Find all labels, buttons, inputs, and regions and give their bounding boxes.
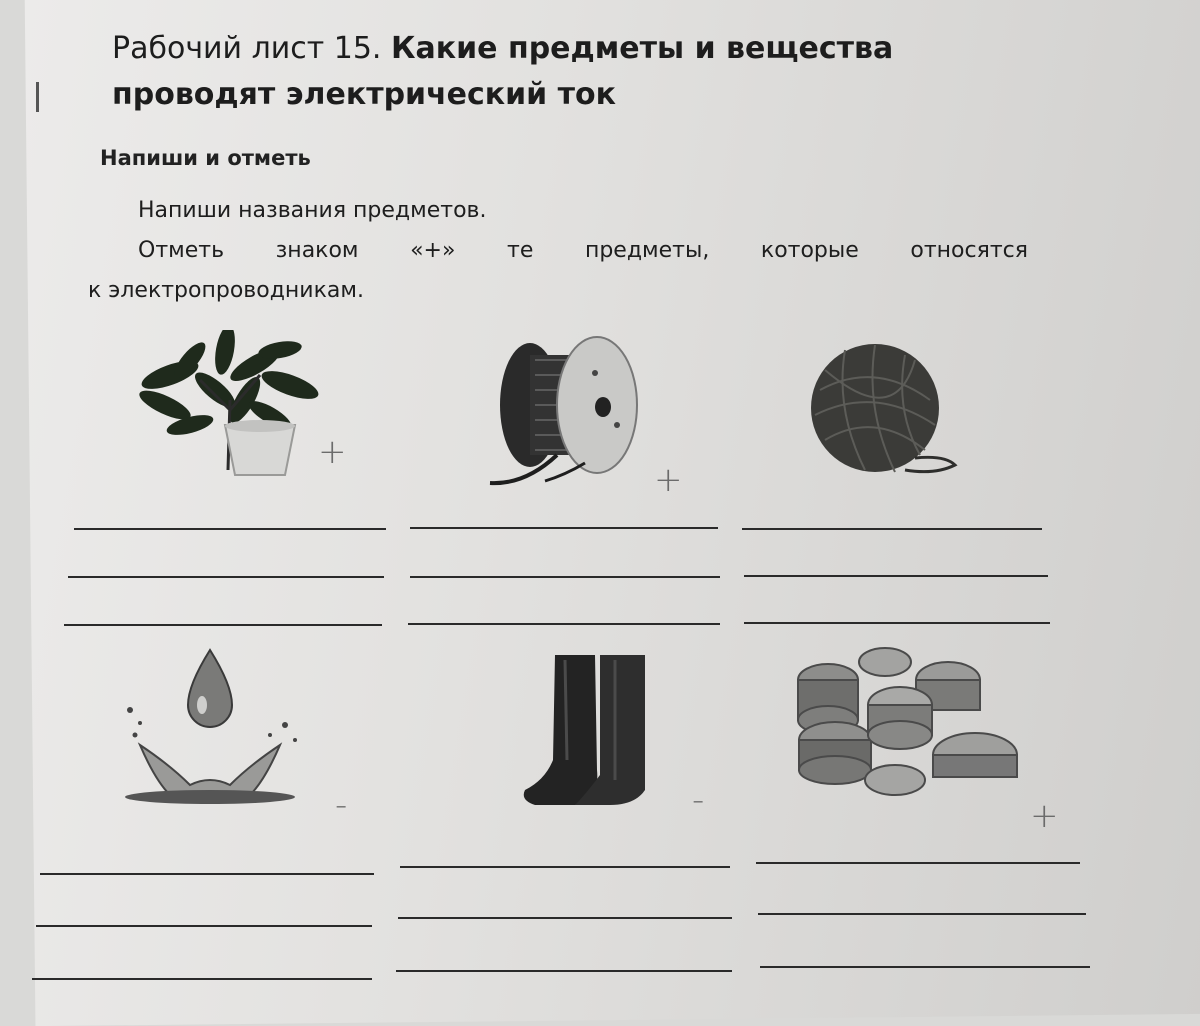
- answer-line[interactable]: [74, 528, 386, 530]
- plant-mark: +: [318, 432, 347, 472]
- coins-mark: +: [1030, 796, 1059, 836]
- answer-line[interactable]: [398, 917, 732, 919]
- answer-line[interactable]: [758, 913, 1086, 915]
- answer-line[interactable]: [64, 624, 382, 626]
- answer-line[interactable]: [410, 576, 720, 578]
- answer-line[interactable]: [68, 576, 384, 578]
- boots-mark: -: [692, 780, 705, 820]
- instruction-continuation: к электропроводникам.: [88, 278, 364, 303]
- answer-line[interactable]: [400, 866, 730, 868]
- answer-line[interactable]: [744, 622, 1050, 624]
- answer-line[interactable]: [742, 528, 1042, 530]
- answer-line[interactable]: [32, 978, 372, 980]
- answer-line[interactable]: [756, 862, 1080, 864]
- worksheet-title: [112, 26, 1012, 118]
- answer-line[interactable]: [410, 527, 718, 529]
- section-subtitle: Напиши и отметь: [100, 146, 311, 170]
- water-drop-icon: [110, 645, 310, 810]
- answer-line[interactable]: [744, 575, 1048, 577]
- water-mark: -: [335, 785, 348, 825]
- rubber-boots-icon: [515, 650, 665, 810]
- page-margin-mark: [36, 82, 39, 112]
- potted-plant-icon: [130, 330, 330, 480]
- title-prefix: Рабочий лист 15.: [112, 31, 382, 66]
- answer-line[interactable]: [760, 966, 1090, 968]
- answer-line[interactable]: [396, 970, 732, 972]
- title-main: Какие предметы и вещества проводят электрический ток: [112, 31, 894, 112]
- answer-line[interactable]: [408, 623, 720, 625]
- coins-icon: [790, 640, 1030, 810]
- answer-line[interactable]: [36, 925, 372, 927]
- answer-line[interactable]: [40, 873, 374, 875]
- spool-mark: +: [654, 460, 683, 500]
- cable-spool-icon: [485, 335, 655, 495]
- instruction-write-names: Напиши названия предметов.: [138, 198, 487, 223]
- instruction-mark-conductors: Отметь знаком «+» те предметы, которые относятся: [138, 238, 1028, 263]
- yarn-ball-icon: [805, 340, 975, 480]
